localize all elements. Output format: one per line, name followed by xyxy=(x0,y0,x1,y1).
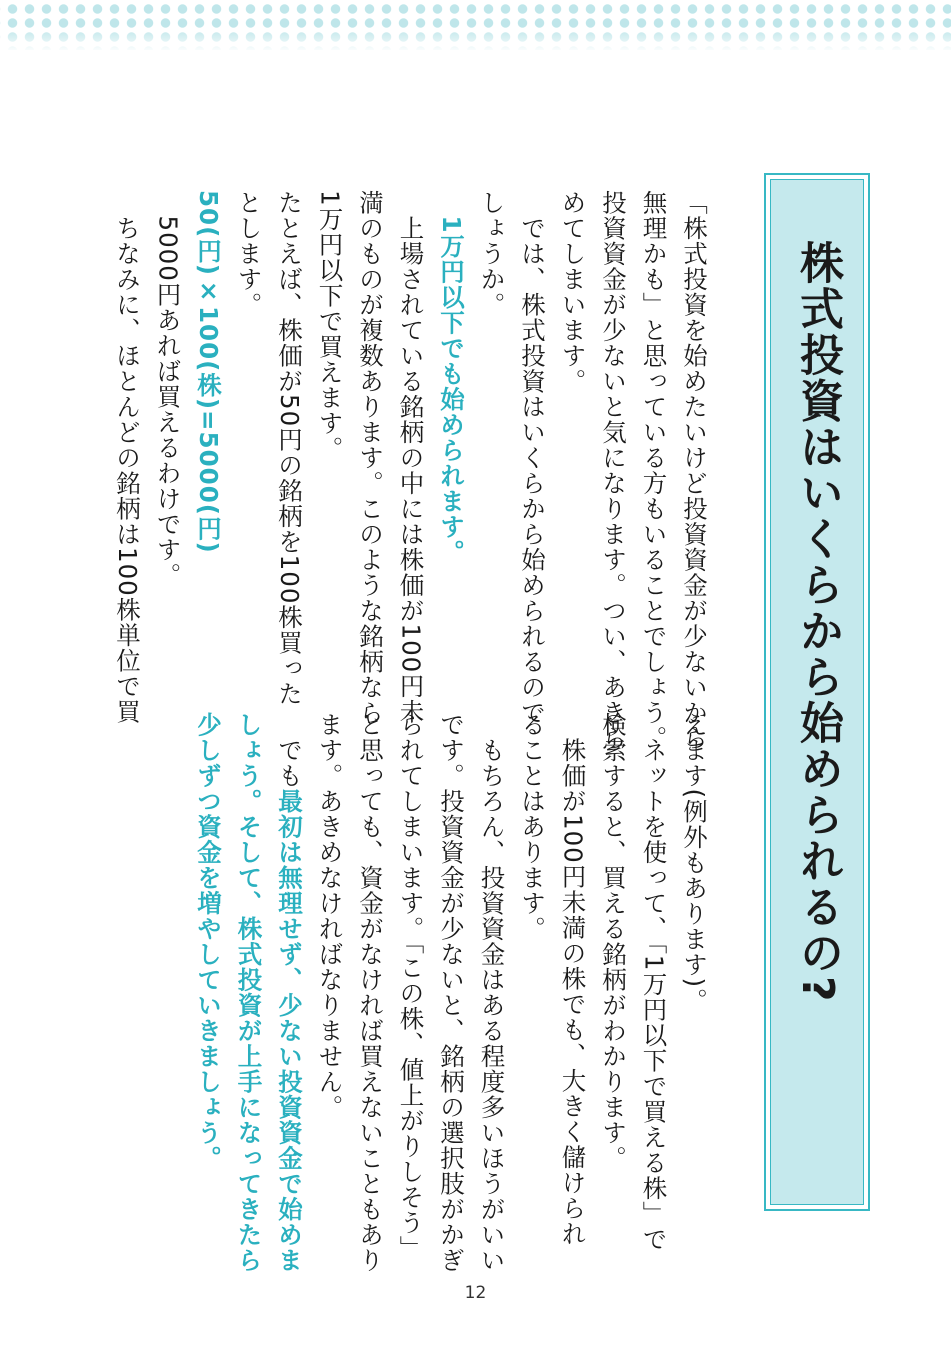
highlight-text: 1万円以下でも始められます。 xyxy=(437,215,466,566)
text-line xyxy=(512,712,553,1212)
highlight-text: 少しずつ資金を増やしていきましょう。 xyxy=(194,712,223,1171)
body-text: 「株式投資を始めたいけど投資資金が少ないから xyxy=(680,190,709,751)
text-line xyxy=(552,190,593,670)
text-line xyxy=(309,712,350,1212)
body-text: 5000円あれば買えるわけです。 xyxy=(153,190,183,588)
text-line xyxy=(431,712,472,1273)
text-line xyxy=(350,712,391,1273)
text-line xyxy=(471,712,512,1273)
body-text: 上場されている銘柄の中には株価が100円未 xyxy=(396,190,426,725)
text-line xyxy=(431,190,472,670)
text-line xyxy=(309,190,350,670)
text-line xyxy=(269,712,310,1273)
body-text: とします。 xyxy=(234,190,264,318)
body-text: られてしまいます。「この株、値上がりしそう」 xyxy=(396,712,426,1261)
text-line xyxy=(593,190,634,751)
highlight-text: しょう。そして、株式投資が上手になってきたら xyxy=(234,712,264,1273)
body-text: 無理かも」と思っている方もいることでしょう。 xyxy=(639,190,669,751)
text-line xyxy=(390,190,431,725)
title-box xyxy=(764,173,870,1211)
body-text: 投資資金が少ないと気になります。つい、あきら xyxy=(599,190,628,751)
highlight-text: 50(円)×100(株)=5000(円) xyxy=(194,190,223,554)
text-line xyxy=(350,190,391,726)
body-text: 1万円以下で買えます。 xyxy=(315,190,345,462)
text-line xyxy=(674,712,715,1212)
body-text: と思っても、資金がなければ買えないこともあり xyxy=(356,712,385,1273)
text-line xyxy=(188,190,229,670)
text-line xyxy=(228,190,269,670)
body-text: めてしまいます。 xyxy=(558,190,588,394)
body-text: でも xyxy=(275,712,304,789)
body-text: ちなみに、ほとんどの銘柄は100株単位で買 xyxy=(113,190,142,725)
body-text: です。投資資金が少ないと、銘柄の選択肢がかぎ xyxy=(437,712,466,1273)
body-text-lower xyxy=(188,712,715,1273)
body-text: ることはあります。 xyxy=(518,712,547,942)
text-line xyxy=(188,712,229,1212)
text-line xyxy=(390,712,431,1261)
body-text: 満のものが複数あります。このような銘柄なら xyxy=(356,190,385,726)
body-text: 株価が100円未満の株でも、大きく儲けられ xyxy=(558,712,588,1247)
highlight-text: 最初は無理せず、少ない投資資金で始めま xyxy=(275,788,304,1273)
text-line xyxy=(512,190,553,726)
body-text: ます。あきめなければなりません。 xyxy=(315,712,345,1120)
text-line xyxy=(674,190,715,751)
text-line xyxy=(633,190,674,751)
text-line xyxy=(269,190,310,707)
body-text xyxy=(437,190,466,216)
body-text: では、株式投資はいくらから始められるので xyxy=(518,190,547,726)
body-text: 検索すると、買える銘柄がわかります。 xyxy=(599,712,628,1171)
body-text: えます(例外もあります)。 xyxy=(680,712,709,1014)
text-line xyxy=(107,190,148,725)
text-line xyxy=(593,712,634,1212)
text-line xyxy=(552,712,593,1247)
text-line xyxy=(228,712,269,1273)
text-line xyxy=(633,712,674,1252)
page-number: 12 xyxy=(464,1283,487,1303)
text-line xyxy=(471,190,512,670)
body-text: ネットを使って、「1万円以下で買える株」で xyxy=(639,712,669,1252)
body-text: もちろん、投資資金はある程度多いほうがいい xyxy=(477,712,507,1273)
body-text-upper xyxy=(107,190,715,751)
body-text: たとえば、株価が50円の銘柄を100株買った xyxy=(275,190,304,707)
page-title: 株式投資はいくらから始められるの? xyxy=(792,240,843,1004)
body-text: しょうか。 xyxy=(477,190,507,318)
text-line xyxy=(147,190,188,670)
